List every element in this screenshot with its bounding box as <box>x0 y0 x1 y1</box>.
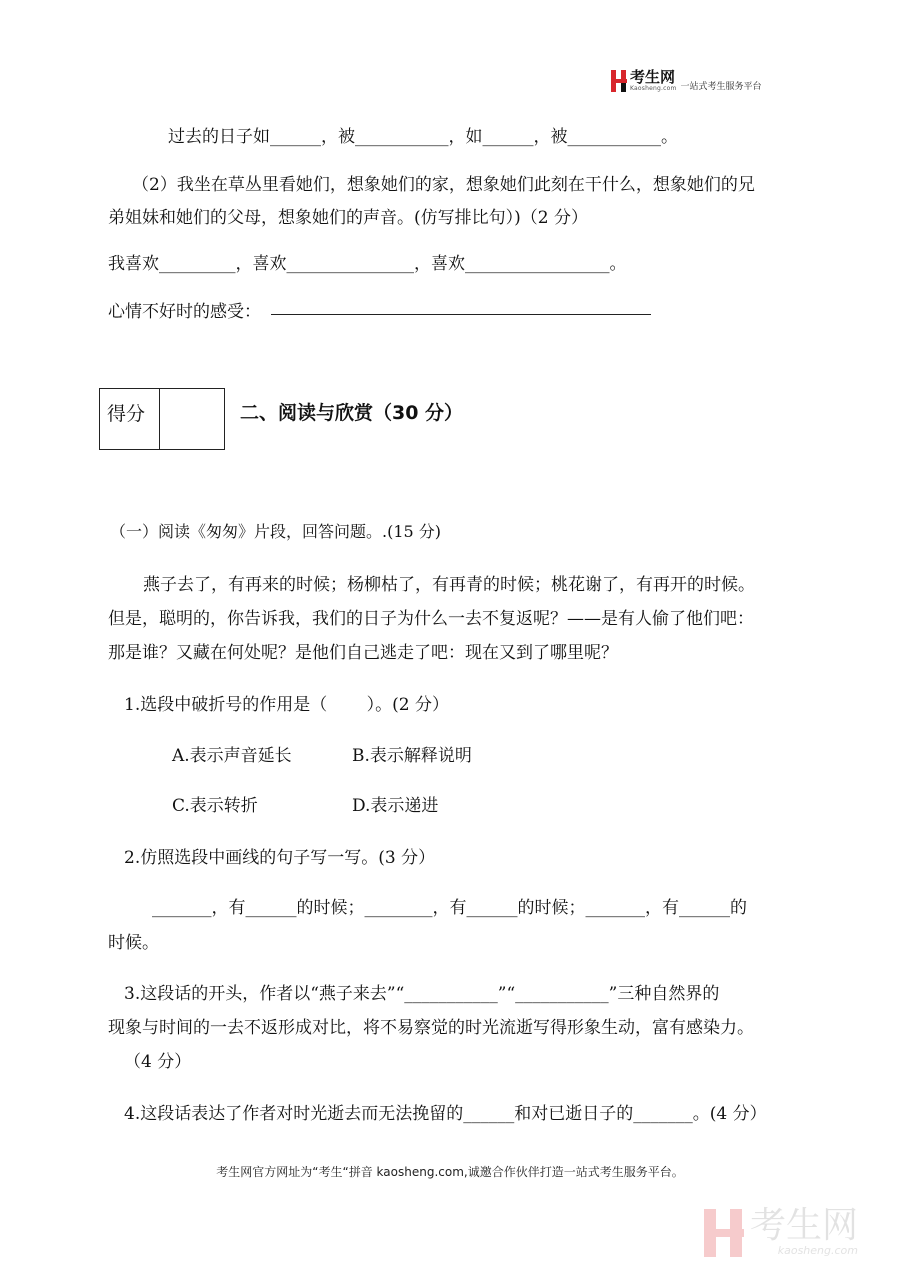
question-2-blank-line-2: 时候。 <box>108 933 159 953</box>
score-label: 得分 <box>100 389 160 449</box>
question-3-line-3: （4 分） <box>124 1052 192 1072</box>
question-1: 1.选段中破折号的作用是（ ）。(2 分） <box>124 695 449 715</box>
exercise-line-3: 弟姐妹和她们的父母，想象她们的声音。(仿写排比句）)（2 分） <box>108 208 588 228</box>
logo-text: 考生网 <box>630 68 676 86</box>
watermark-sub: kaosheng.com <box>777 1244 858 1257</box>
question-3-line-2: 现象与时间的一去不返形成对比，将不易察觉的时光流逝写得形象生动，富有感染力。 <box>108 1018 754 1038</box>
watermark-logo-icon <box>704 1209 744 1257</box>
question-3-line-1: 3.这段话的开头，作者以“燕子来去”“___________”“___________”三种自然界的 <box>124 984 720 1004</box>
reading-intro: （一）阅读《匆匆》片段，回答问题。.(15 分) <box>110 522 442 541</box>
passage-line-2: 但是，聪明的，你告诉我，我们的日子为什么一去不复返呢？——是有人偷了他们吧： <box>108 609 754 629</box>
logo-mark-icon <box>611 70 627 92</box>
option-c: C.表示转折 <box>172 796 258 816</box>
exercise-line-5: 心情不好时的感受： <box>108 302 261 322</box>
watermark-text: 考生网 <box>749 1205 858 1246</box>
header-logo <box>611 70 762 92</box>
exercise-line-1: 过去的日子如______，被___________，如______，被___________。 <box>168 127 678 147</box>
question-2-blank-line-1: _______，有______的时候；________，有______的时候；_______，有______的 <box>152 898 747 918</box>
answer-underline <box>271 314 651 315</box>
score-box <box>99 388 225 450</box>
exercise-line-2: （2）我坐在草丛里看她们，想象她们的家，想象她们此刻在干什么，想象她们的兄 <box>132 175 755 195</box>
score-blank-cell <box>160 389 224 449</box>
watermark <box>704 1205 858 1257</box>
passage-line-3: 那是谁？又藏在何处呢？是他们自己逃走了吧：现在又到了哪里呢？ <box>108 643 618 663</box>
question-4: 4.这段话表达了作者对时光逝去而无法挽留的______和对已逝日子的_______。(4 分） <box>124 1104 767 1124</box>
logo-sub: Kaosheng.com <box>630 85 677 92</box>
option-b: B.表示解释说明 <box>352 746 472 766</box>
option-a: A.表示声音延长 <box>172 746 292 766</box>
question-2: 2.仿照选段中画线的句子写一写。(3 分） <box>124 848 436 868</box>
section-title: 二、阅读与欣赏（30 分） <box>240 402 464 424</box>
option-d: D.表示递进 <box>352 796 439 816</box>
passage-line-1: 燕子去了，有再来的时候；杨柳枯了，有再青的时候；桃花谢了，有再开的时候。 <box>143 575 755 595</box>
footer-text: 考生网官方网址为“考生“拼音 kaosheng.com,诚邀合作伙伴打造一站式考生服务平台。 <box>216 1165 684 1179</box>
logo-slogan: 一站式考生服务平台 <box>680 81 762 92</box>
exercise-line-4: 我喜欢_________，喜欢_______________，喜欢_________________。 <box>108 254 627 274</box>
